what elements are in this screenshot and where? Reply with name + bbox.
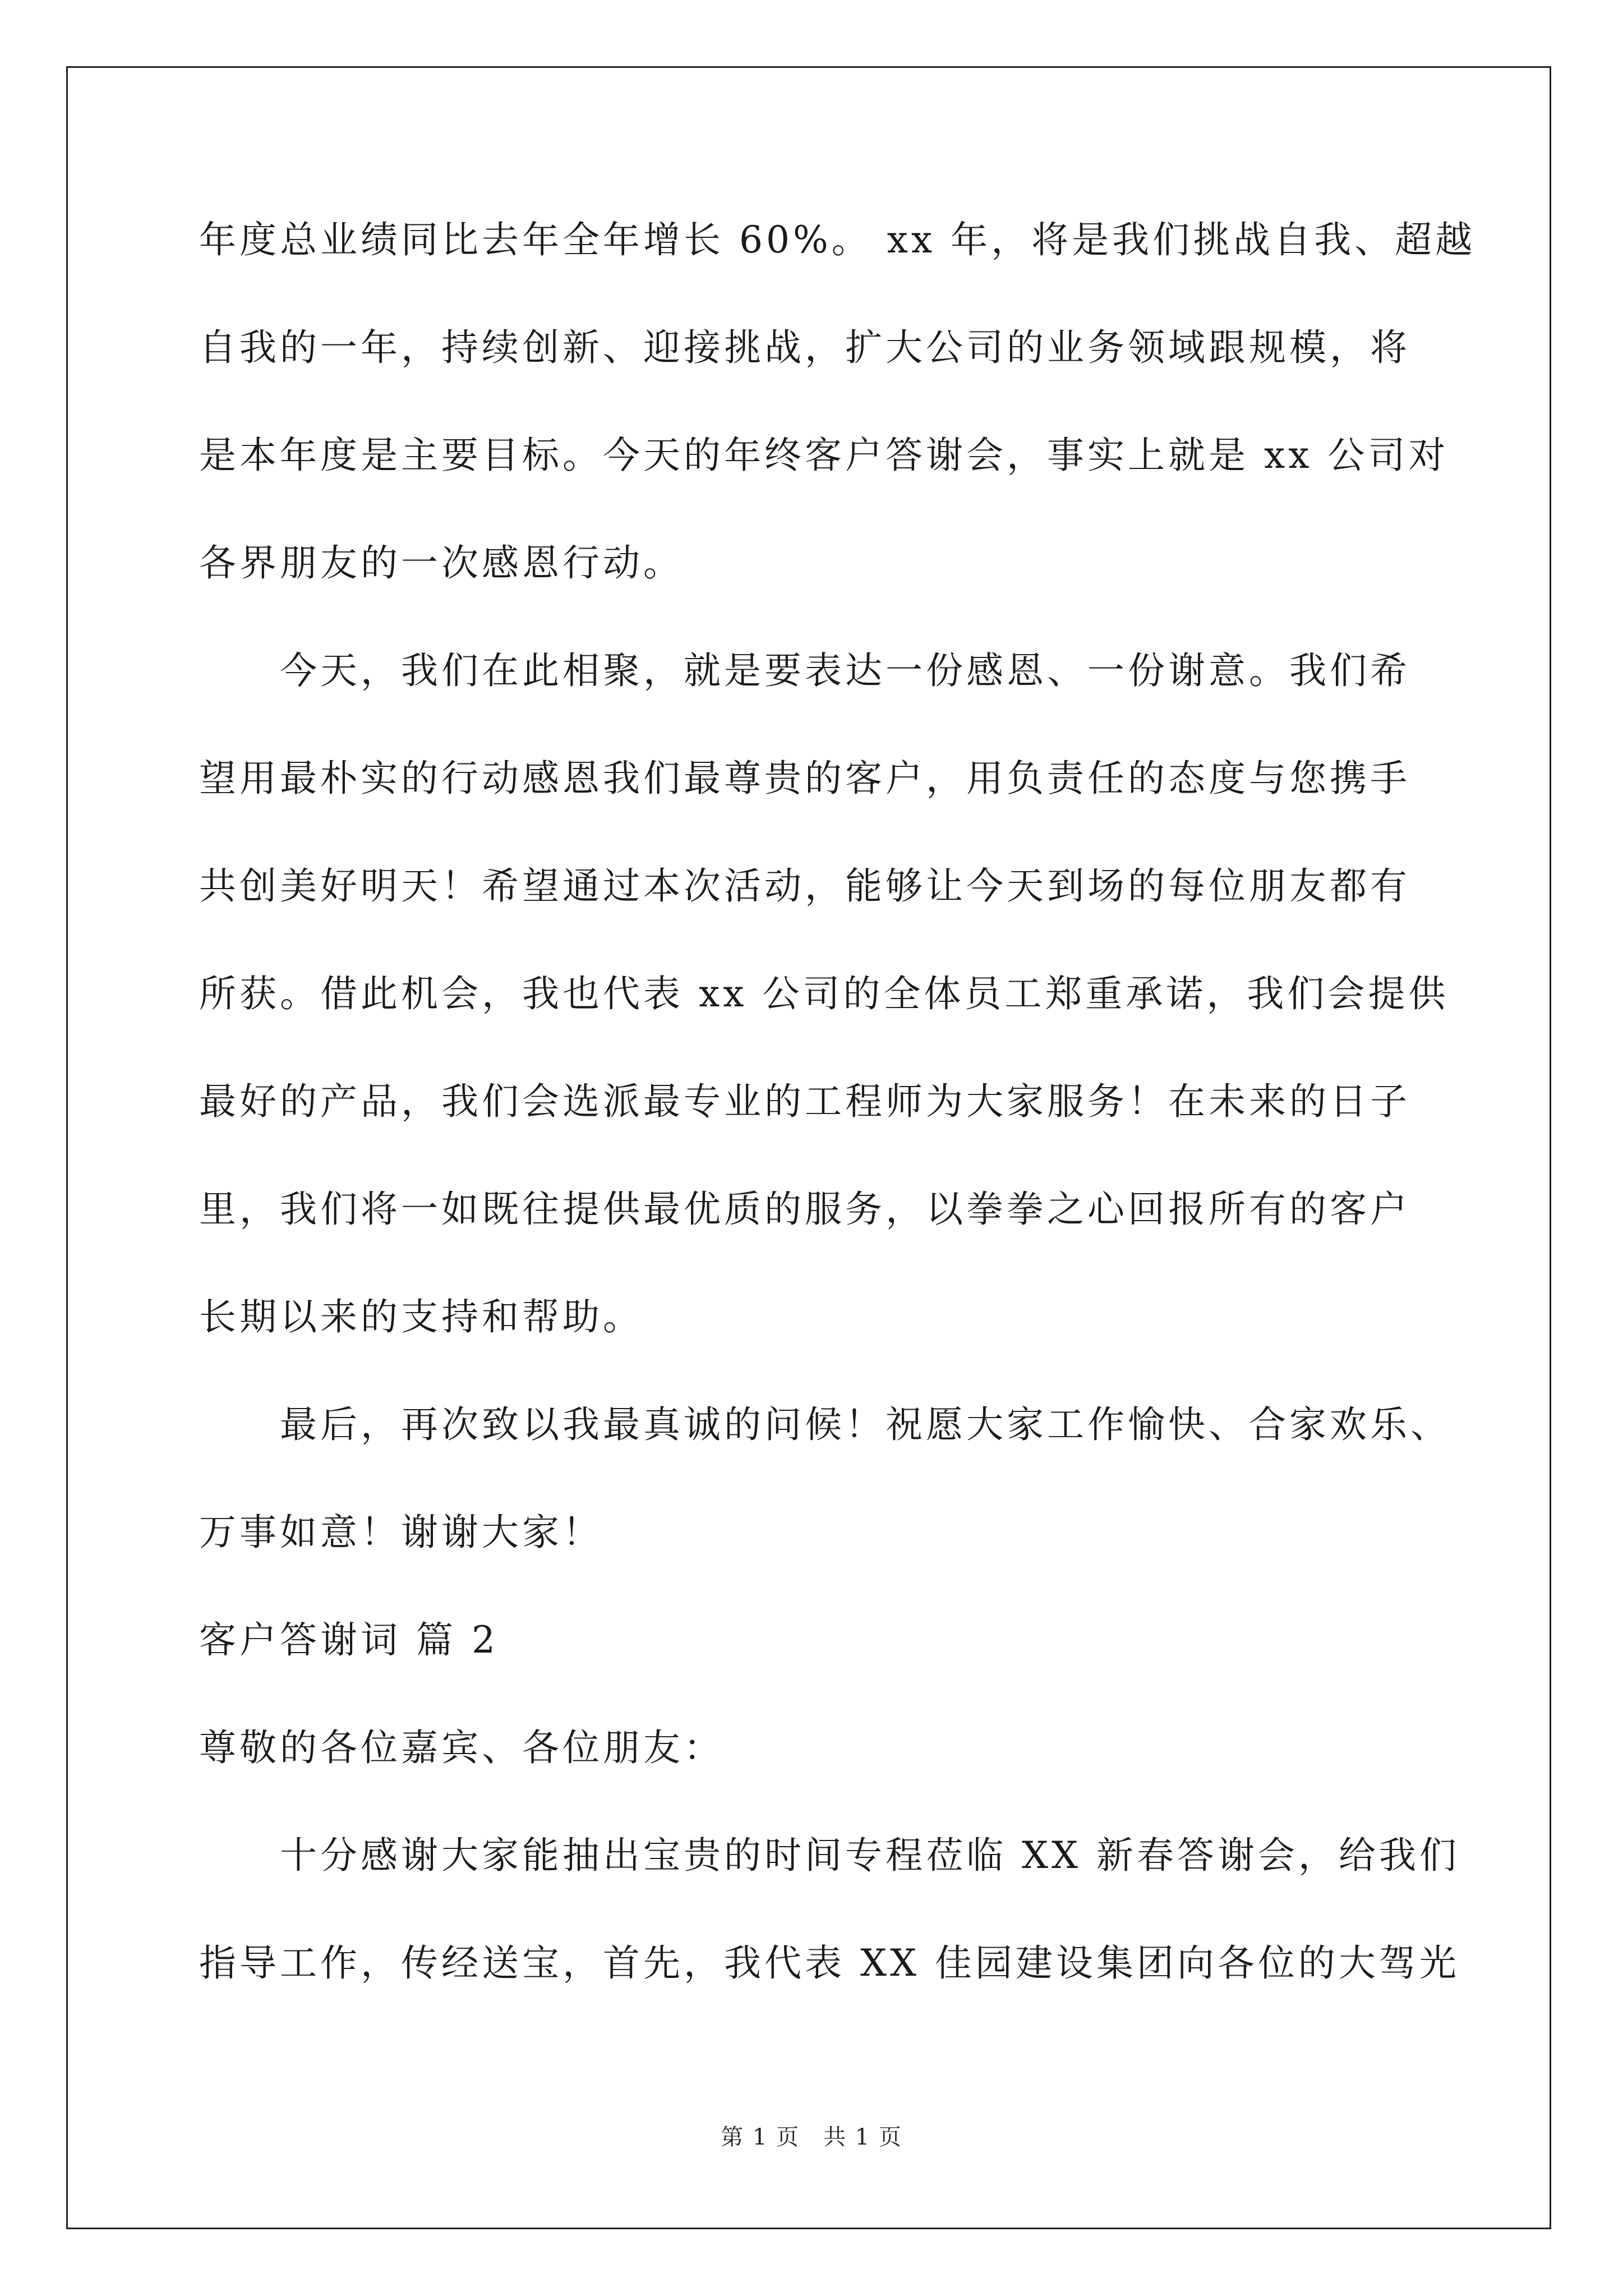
text-line: 自我的一年，持续创新、迎接挑战，扩大公司的业务领域跟规模，将	[199, 326, 1410, 369]
text-line: 共创美好明天！希望通过本次活动，能够让今天到场的每位朋友都有	[199, 864, 1410, 908]
text-line: 里，我们将一如既往提供最优质的服务，以拳拳之心回报所有的客户	[199, 1188, 1410, 1231]
text-line: 各界朋友的一次感恩行动。	[199, 541, 684, 585]
text-line: 最后，再次致以我最真诚的问候！祝愿大家工作愉快、合家欢乐、	[199, 1403, 1451, 1446]
text-line: 是本年度是主要目标。今天的年终客户答谢会，事实上就是 xx 公司对	[199, 434, 1449, 477]
text-line: 望用最朴实的行动感恩我们最尊贵的客户，用负责任的态度与您携手	[199, 757, 1410, 800]
page-border	[66, 66, 1551, 2229]
text-line: 最好的产品，我们会选派最专业的工程师为大家服务！在未来的日子	[199, 1080, 1410, 1123]
text-line: 长期以来的支持和帮助。	[199, 1295, 643, 1338]
page-total: 共 1 页	[823, 2124, 902, 2150]
text-line: 所获。借此机会，我也代表 xx 公司的全体员工郑重承诺，我们会提供	[199, 972, 1449, 1015]
salutation: 尊敬的各位嘉宾、各位朋友：	[199, 1726, 724, 1769]
page-footer	[0, 2120, 1623, 2154]
text-line: 万事如意！谢谢大家！	[199, 1511, 603, 1554]
text-line: 指导工作，传经送宝，首先，我代表 XX 佳园建设集团向各位的大驾光	[199, 1941, 1460, 1985]
text-line: 今天，我们在此相聚，就是要表达一份感恩、一份谢意。我们希	[199, 649, 1410, 692]
page-number: 第 1 页	[721, 2124, 800, 2150]
text-line: 年度总业绩同比去年全年增长 60%。 xx 年，将是我们挑战自我、超越	[199, 218, 1476, 261]
section-heading: 客户答谢词 篇 2	[199, 1618, 499, 1662]
text-line: 十分感谢大家能抽出宝贵的时间专程莅临 XX 新春答谢会，给我们	[199, 1834, 1460, 1877]
